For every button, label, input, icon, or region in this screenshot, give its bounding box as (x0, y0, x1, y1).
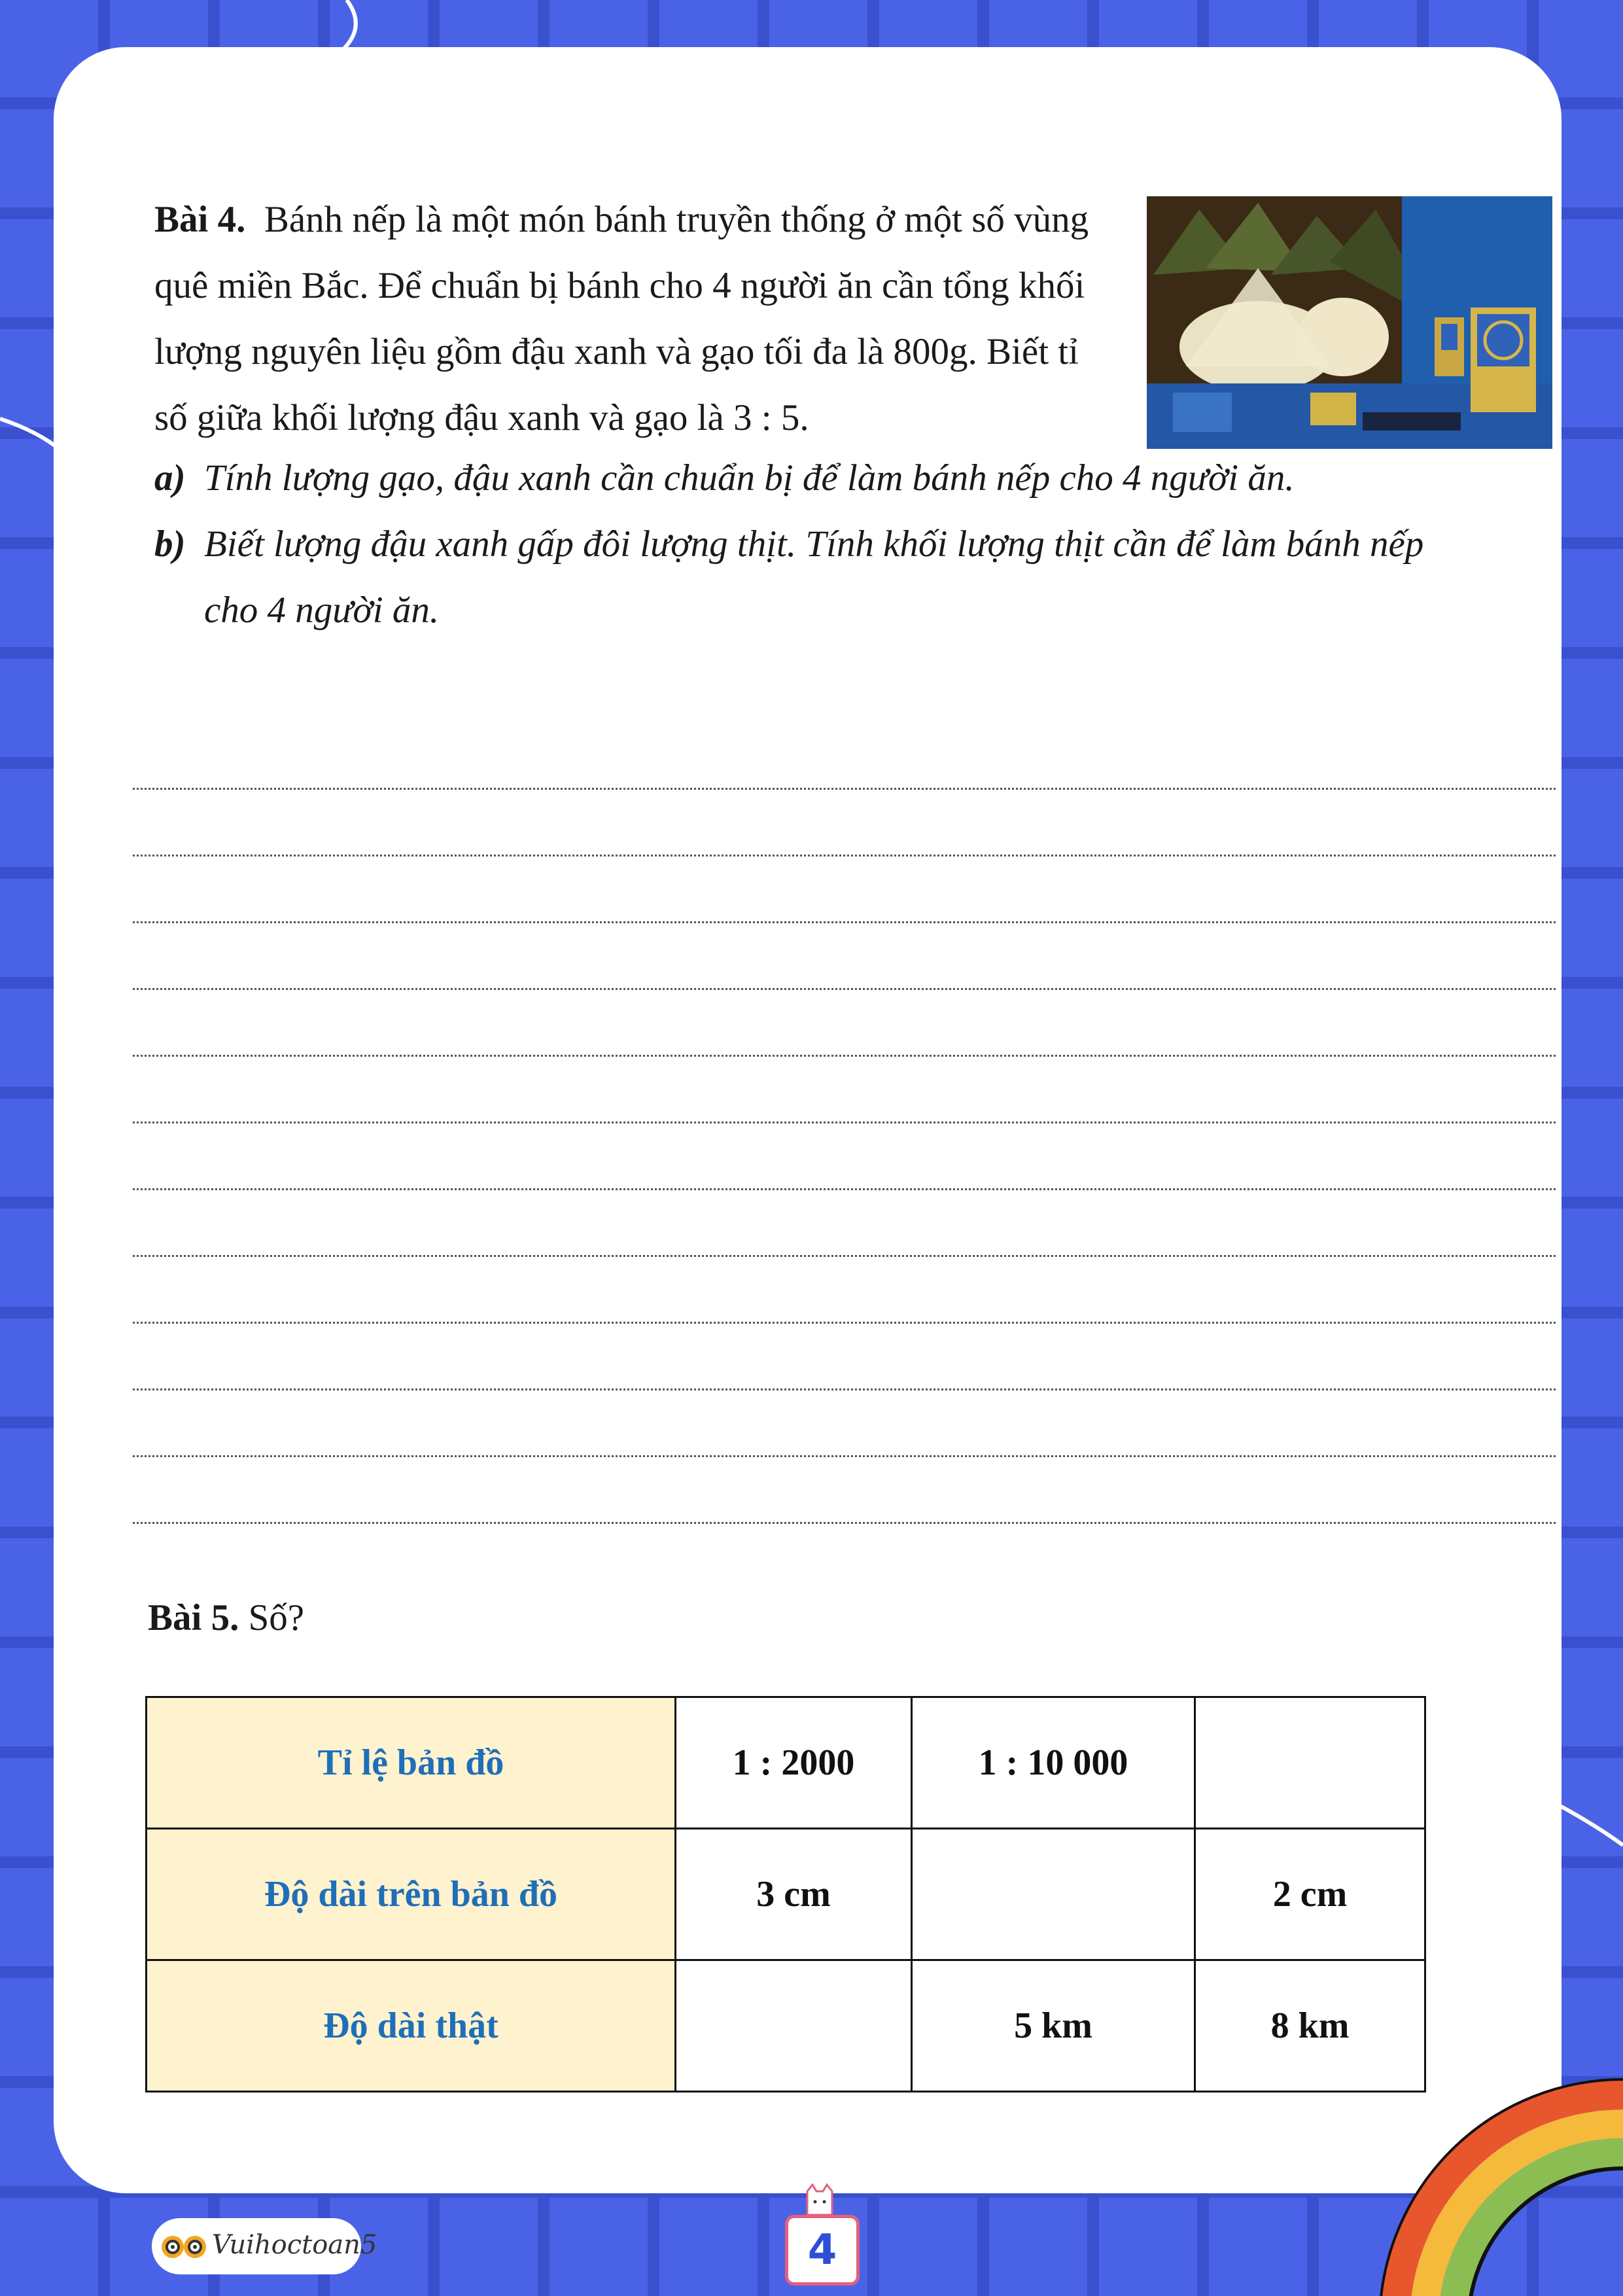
row-header: Độ dài thật (147, 1960, 676, 2092)
table-row (147, 1960, 1425, 2092)
answer-line[interactable] (133, 1190, 1556, 1257)
answer-line[interactable] (133, 1324, 1556, 1390)
part-a-label: a) (154, 457, 186, 499)
part-b-text-2: cho 4 người ăn. (204, 590, 440, 631)
table-cell: 8 km (1195, 1960, 1425, 2092)
part-a-text: Tính lượng gạo, đậu xanh cần chuẩn bị để làm bánh nếp cho 4 người ăn. (204, 457, 1295, 499)
row-header: Tỉ lệ bản đồ (147, 1697, 676, 1829)
table-cell: 1 : 2000 (676, 1697, 912, 1829)
exercise-4-label: Bài 4. (154, 199, 246, 240)
cat-mascot-icon (803, 2182, 836, 2217)
answer-line[interactable] (133, 1257, 1556, 1324)
vuihoctoan-logo (152, 2218, 377, 2274)
exercise-4-line-2: quê miền Bắc. Để chuẩn bị bánh cho 4 người ăn cần tổng khối (154, 265, 1085, 306)
exercise-4-part-a (154, 445, 1295, 511)
table-cell: 5 km (912, 1960, 1195, 2092)
answer-line[interactable] (133, 990, 1556, 1057)
exercise-4-text (154, 186, 1129, 451)
answer-cell[interactable] (912, 1829, 1195, 1960)
part-b-label: b) (154, 523, 186, 565)
table-row (147, 1697, 1425, 1829)
rainbow-decoration (1243, 2061, 1623, 2296)
answer-line[interactable] (133, 1123, 1556, 1190)
row-header: Độ dài trên bản đồ (147, 1829, 676, 1960)
table-row (147, 1829, 1425, 1960)
answer-line[interactable] (133, 1057, 1556, 1123)
answer-cell[interactable] (1195, 1697, 1425, 1829)
banh-nep-photo (1147, 196, 1552, 449)
map-scale-table (145, 1696, 1426, 2093)
answer-line[interactable] (133, 1457, 1556, 1524)
exercise-4-line-4: số giữa khối lượng đậu xanh và gạo là 3 : 5. (154, 397, 809, 438)
answer-line[interactable] (133, 857, 1556, 923)
answer-line[interactable] (133, 723, 1556, 790)
answer-lines (133, 723, 1556, 1524)
exercise-4-part-b (154, 511, 1423, 577)
exercise-4-line-1: Bánh nếp là một món bánh truyền thống ở một số vùng (264, 199, 1089, 240)
exercise-4-line-3: lượng nguyên liệu gồm đậu xanh và gạo tối đa là 800g. Biết tỉ (154, 331, 1079, 372)
answer-cell[interactable] (676, 1960, 912, 2092)
table-cell: 3 cm (676, 1829, 912, 1960)
exercise-5-heading (148, 1597, 304, 1639)
table-cell: 1 : 10 000 (912, 1697, 1195, 1829)
part-b-text-1: Biết lượng đậu xanh gấp đôi lượng thịt. Tính khối lượng thịt cần để làm bánh nếp (204, 523, 1424, 565)
answer-line[interactable] (133, 790, 1556, 857)
exercise-5-label: Bài 5. (148, 1597, 239, 1638)
owl-glasses-icon (160, 2227, 208, 2265)
answer-line[interactable] (133, 1390, 1556, 1457)
table-cell: 2 cm (1195, 1829, 1425, 1960)
logo-text: Vuihoctoan5 (212, 2230, 377, 2260)
exercise-5-prompt: Số? (248, 1597, 305, 1638)
page-number: 4 (785, 2215, 860, 2286)
answer-line[interactable] (133, 923, 1556, 990)
